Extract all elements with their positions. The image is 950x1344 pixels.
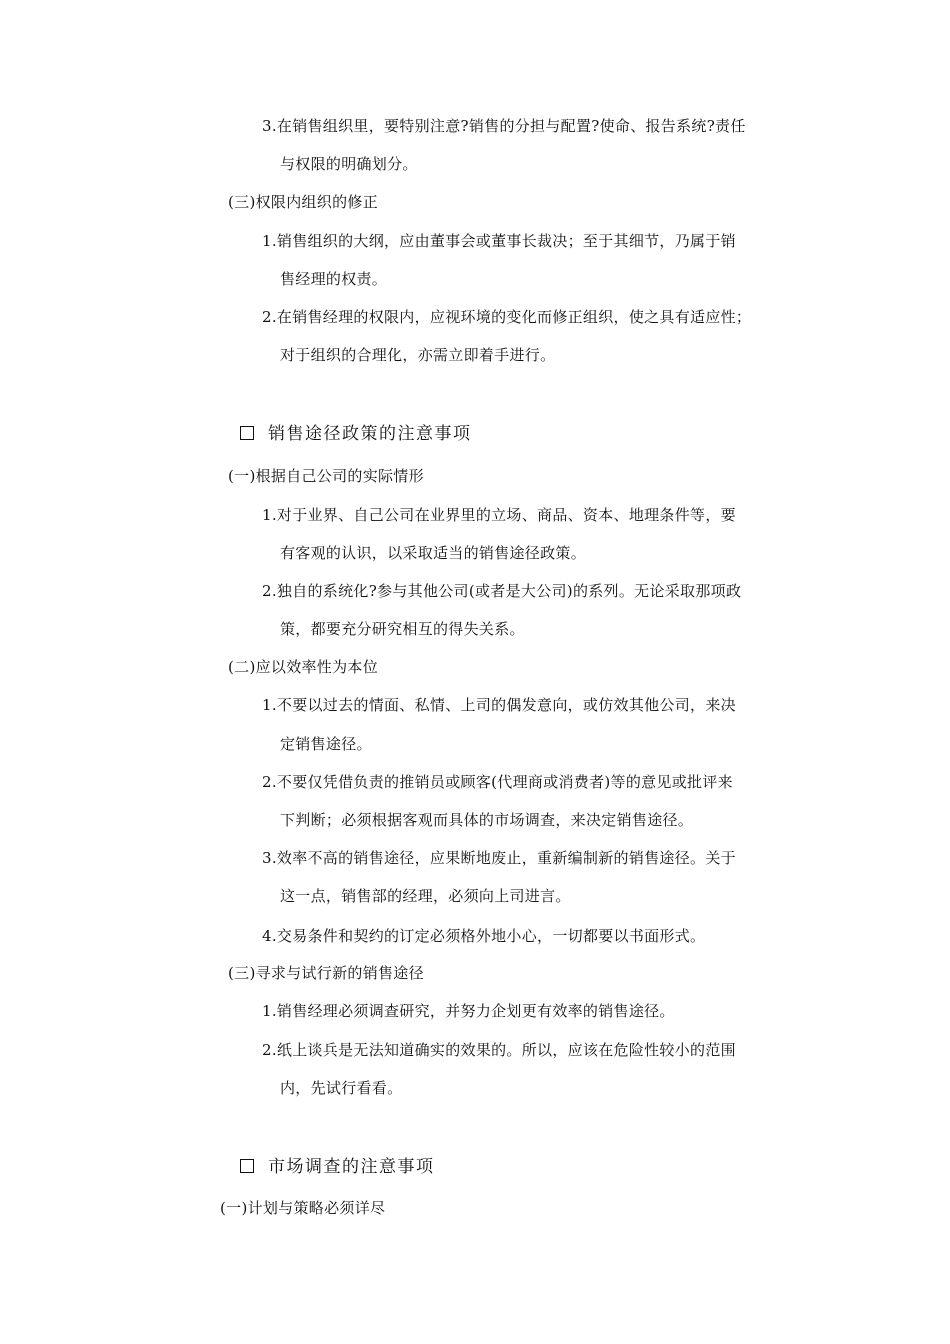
list-item-continuation: 内，先试行看看。 <box>280 1079 403 1097</box>
subsection-heading: (三)权限内组织的修正 <box>228 193 379 211</box>
list-item-text: 3.在销售组织里，要特别注意?销售的分担与配置?使命、报告系统?责任 <box>262 117 746 135</box>
section-heading <box>240 423 472 445</box>
list-item-text: 1.不要以过去的情面、私情、上司的偶发意向，或仿效其他公司，来决 <box>262 696 736 714</box>
list-item-text: 3.效率不高的销售途径，应果断地废止，重新编制新的销售途径。关于 <box>262 849 736 867</box>
subsection-heading: (一)计划与策略必须详尽 <box>220 1199 386 1217</box>
list-item-continuation: 下判断；必须根据客观而具体的市场调查，来决定销售途径。 <box>280 811 694 829</box>
subsection-heading: (一)根据自己公司的实际情形 <box>228 467 424 485</box>
list-item-text: 2.不要仅凭借负责的推销员或顾客(代理商或消费者)等的意见或批评来 <box>262 773 733 791</box>
list-item-continuation: 对于组织的合理化，亦需立即着手进行。 <box>280 346 556 364</box>
list-item-continuation: 策，都要充分研究相互的得失关系。 <box>280 620 525 638</box>
list-item-text: 1.销售组织的大纲，应由董事会或董事长裁决；至于其细节，乃属于销 <box>262 232 736 250</box>
list-item-continuation: 与权限的明确划分。 <box>280 155 418 173</box>
list-item-text: 2.纸上谈兵是无法知道确实的效果的。所以，应该在危险性较小的范围 <box>262 1041 736 1059</box>
list-item-text: 1.销售经理必须调查研究，并努力企划更有效率的销售途径。 <box>262 1002 675 1020</box>
section-heading-text: 市场调查的注意事项 <box>268 1157 435 1177</box>
list-item-continuation: 有客观的认识，以采取适当的销售途径政策。 <box>280 544 587 562</box>
list-item-continuation: 售经理的权责。 <box>280 270 388 288</box>
checkbox-square-icon <box>240 1159 254 1173</box>
list-item-continuation: 定销售途径。 <box>280 735 372 753</box>
subsection-heading: (三)寻求与试行新的销售途径 <box>228 964 424 982</box>
list-item-text: 2.在销售经理的权限内，应视环境的变化而修正组织，使之具有适应性； <box>262 308 752 326</box>
list-item-text: 4.交易条件和契约的订定必须格外地小心，一切都要以书面形式。 <box>262 927 706 945</box>
list-item-text: 2.独自的系统化?参与其他公司(或者是大公司)的系列。无论采取那项政 <box>262 582 742 600</box>
list-item-continuation: 这一点，销售部的经理，必须向上司进言。 <box>280 887 571 905</box>
checkbox-square-icon <box>240 426 254 440</box>
section-heading-text: 销售途径政策的注意事项 <box>268 424 472 444</box>
subsection-heading: (二)应以效率性为本位 <box>228 658 379 676</box>
section-heading <box>240 1156 435 1178</box>
list-item-text: 1.对于业界、自己公司在业界里的立场、商品、资本、地理条件等，要 <box>262 506 736 524</box>
